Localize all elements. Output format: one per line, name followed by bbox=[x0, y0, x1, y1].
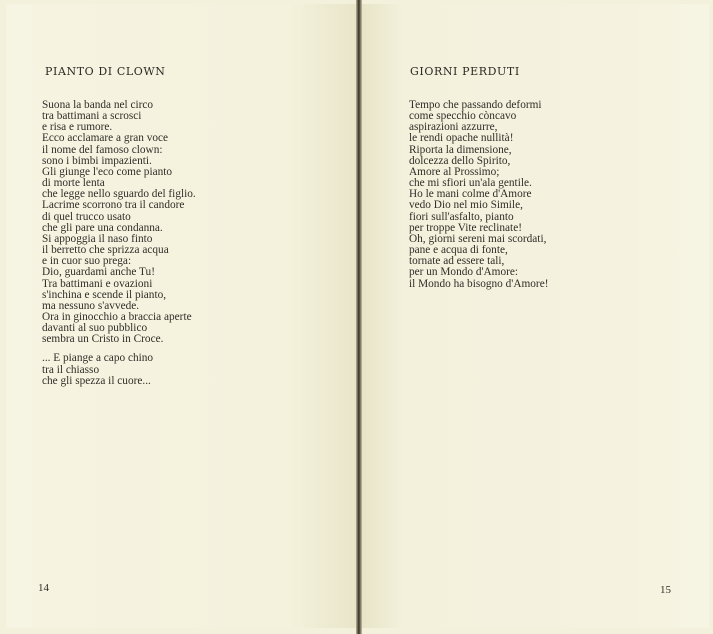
poem-line: Gli giunge l'eco come pianto bbox=[42, 165, 173, 178]
poem-line: Tra battimani e ovazioni bbox=[42, 277, 153, 290]
poem-line: Amore al Prossimo; bbox=[409, 165, 500, 178]
poem-line: che legge nello sguardo del figlio. bbox=[42, 188, 196, 201]
poem-line: di morte lenta bbox=[42, 177, 105, 190]
left-poem-title: PIANTO DI CLOWN bbox=[45, 65, 166, 78]
poem-line: ... E piange a capo chino bbox=[42, 352, 154, 365]
poem-line: ma nessuno s'avvede. bbox=[42, 299, 140, 312]
poem-line: sono i bimbi impazienti. bbox=[42, 154, 152, 167]
poem-line: davanti al suo pubblico bbox=[42, 322, 148, 335]
poem-line: le rendi opache nullità! bbox=[409, 132, 514, 145]
poem-line: dolcezza dello Spirito, bbox=[409, 154, 511, 167]
poem-line: Si appoggia il naso finto bbox=[42, 232, 153, 245]
poem-line: il berretto che sprizza acqua bbox=[42, 244, 169, 257]
left-page-number: 14 bbox=[38, 582, 49, 594]
poem-line: che gli spezza il cuore... bbox=[42, 374, 151, 387]
poem-line: Dio, guardami anche Tu! bbox=[42, 266, 155, 279]
poem-line: tra il chiasso bbox=[42, 363, 100, 376]
right-poem-title: GIORNI PERDUTI bbox=[410, 65, 520, 78]
poem-line: Riporta la dimensione, bbox=[409, 143, 512, 156]
right-page-number: 15 bbox=[660, 584, 671, 596]
right-page bbox=[362, 4, 709, 628]
poem-line: Oh, giorni sereni mai scordati, bbox=[409, 232, 547, 245]
poem-line: come specchio còncavo bbox=[409, 110, 517, 123]
left-poem-body bbox=[42, 100, 196, 387]
poem-line: che mi sfiori un'ala gentile. bbox=[409, 177, 532, 190]
poem-line: Suona la banda nel circo bbox=[42, 99, 154, 111]
poem-line: il Mondo ha bisogno d'Amore! bbox=[409, 277, 549, 290]
poem-line: Tempo che passando deformi bbox=[409, 99, 542, 111]
poem-line: vedo Dio nel mio Simile, bbox=[409, 199, 523, 212]
poem-line: per troppe Vite reclinate! bbox=[409, 221, 522, 234]
poem-line: il nome del famoso clown: bbox=[42, 143, 163, 156]
poem-line: fiori sull'asfalto, pianto bbox=[409, 210, 514, 223]
poem-line: che gli pare una condanna. bbox=[42, 221, 163, 234]
poem-line: Ora in ginocchio a braccia aperte bbox=[42, 310, 192, 323]
poem-line: aspirazioni azzurre, bbox=[409, 121, 498, 134]
right-poem-body bbox=[409, 100, 548, 290]
poem-line: tra battimani a scrosci bbox=[42, 110, 142, 123]
poem-line: Lacrime scorrono tra il candore bbox=[42, 199, 185, 212]
poem-line: per un Mondo d'Amore: bbox=[409, 266, 519, 279]
poem-line: sembra un Cristo in Croce. bbox=[42, 333, 164, 346]
poem-line: pane e acqua di fonte, bbox=[409, 244, 508, 257]
poem-line: e risa e rumore. bbox=[42, 121, 113, 134]
poem-line: s'inchina e scende il pianto, bbox=[42, 288, 167, 301]
poem-line: tornate ad essere tali, bbox=[409, 255, 505, 268]
poem-line: Ecco acclamare a gran voce bbox=[42, 132, 169, 145]
book-spine bbox=[356, 0, 362, 634]
poem-line: di quel trucco usato bbox=[42, 210, 131, 223]
poem-line: Ho le mani colme d'Amore bbox=[409, 188, 532, 201]
poem-line: e in cuor suo prega: bbox=[42, 255, 132, 268]
